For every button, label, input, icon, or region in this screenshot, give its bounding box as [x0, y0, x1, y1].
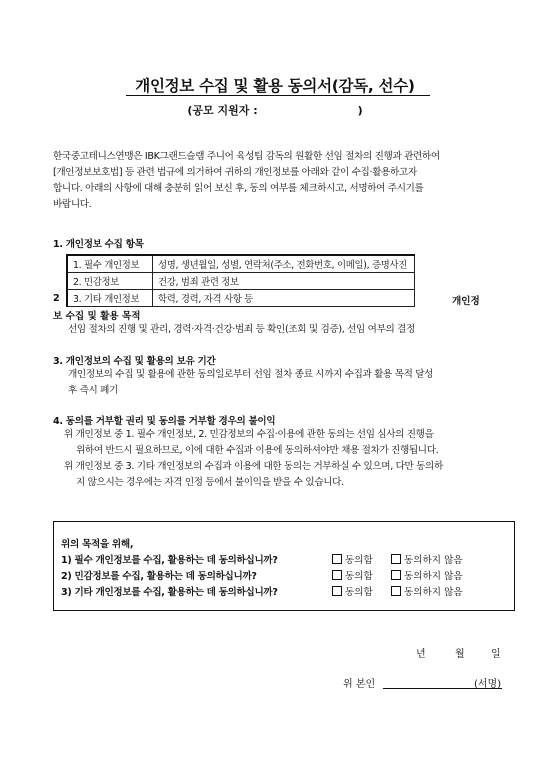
- table-row: [67, 255, 415, 273]
- title-underline: [126, 95, 430, 96]
- consent-question: 1) 필수 개인정보를 수집, 활용하는 데 동의하십니까?: [61, 555, 278, 566]
- applicant-close: ): [357, 104, 363, 117]
- disagree-label: 동의하지 않음: [404, 587, 463, 598]
- table-value-cell: 건강, 범죄 관련 정보: [153, 273, 415, 290]
- agree-option[interactable]: [332, 552, 373, 566]
- section2-body-line: 선임 절차의 진행 및 관리, 경력·자격·건강·범죄 등 확인(조회 및 검증), 선임 여부의 결정: [68, 324, 415, 335]
- table-value-cell: 성명, 생년월일, 성별, 연락처(주소, 전화번호, 이메일), 증명사진: [153, 255, 415, 273]
- section2-heading-left: 2: [53, 293, 60, 304]
- disagree-option[interactable]: [391, 584, 463, 598]
- agree-option[interactable]: [332, 584, 373, 598]
- agree-checkbox[interactable]: [332, 554, 342, 564]
- applicant-label: (공모 지원자 :: [187, 104, 258, 117]
- collection-items-table: [66, 254, 415, 307]
- document-title: 개인정보 수집 및 활용 동의서(감독, 선수): [135, 77, 415, 95]
- signature-mark: (서명): [474, 679, 502, 690]
- table-row: [67, 273, 415, 290]
- disagree-option[interactable]: [391, 552, 463, 566]
- section3-body-line: 후 즉시 폐기: [68, 385, 118, 396]
- agree-label: 동의함: [345, 555, 373, 566]
- table-key-cell: 3. 기타 개인정보: [67, 290, 153, 307]
- date-month: 월: [455, 649, 465, 660]
- table-row: [67, 290, 415, 307]
- applicant-line: [0, 102, 550, 118]
- table-key-cell: 2. 민감정보: [67, 273, 153, 290]
- consent-row-other: [61, 584, 509, 600]
- disagree-label: 동의하지 않음: [404, 571, 463, 582]
- disagree-option[interactable]: [391, 568, 463, 582]
- intro-paragraph: [53, 149, 515, 213]
- section4-body: [64, 427, 512, 491]
- section2-body: [68, 322, 516, 338]
- section4-body-line: 지 않으시는 경우에는 자격 인정 등에서 불이익을 받을 수 있습니다.: [76, 477, 344, 488]
- agree-label: 동의함: [345, 587, 373, 598]
- section1-heading: 1. 개인정보 수집 항목: [53, 239, 144, 250]
- consent-box: [53, 521, 515, 611]
- consent-row-required: [61, 552, 509, 568]
- section3-heading: 3. 개인정보의 수집 및 활용의 보유 기간: [53, 356, 216, 367]
- disagree-label: 동의하지 않음: [404, 555, 463, 566]
- signature-label: 위 본인: [343, 679, 376, 690]
- agree-checkbox[interactable]: [332, 586, 342, 596]
- table-key-cell: 1. 필수 개인정보: [67, 255, 153, 273]
- agree-label: 동의함: [345, 571, 373, 582]
- section2-heading-right: 개인정: [452, 296, 480, 307]
- disagree-checkbox[interactable]: [391, 554, 401, 564]
- section3-body: [68, 367, 516, 399]
- consent-heading: 위의 목적을 위해,: [61, 539, 134, 550]
- intro-line: [개인정보보호법] 등 관련 법규에 의거하여 귀하의 개인정보를 아래와 같이 수집·활용하고자: [53, 167, 417, 178]
- intro-line: 합니다. 아래의 사항에 대해 충분히 읽어 보신 후, 동의 여부를 체크하시고, 서명하여 주시기를: [53, 183, 424, 194]
- disagree-checkbox[interactable]: [391, 586, 401, 596]
- intro-line: 한국중고테니스연맹은 IBK그랜드슬램 주니어 육성팀 감독의 원활한 선임 절차의 진행과 관련하여: [53, 151, 440, 162]
- section4-heading: 4. 동의를 거부할 권리 및 동의를 거부할 경우의 불이익: [53, 416, 276, 427]
- date-year: 년: [416, 649, 426, 660]
- section4-body-line: 위하여 반드시 필요하므로, 이에 대한 수집과 이용에 동의하셔야만 채용 절차가 진행됩니다.: [76, 445, 439, 456]
- disagree-checkbox[interactable]: [391, 570, 401, 580]
- consent-row-sensitive: [61, 568, 509, 584]
- section2-heading-line2: 보 수집 및 활용 목적: [53, 311, 141, 322]
- agree-option[interactable]: [332, 568, 373, 582]
- consent-question: 3) 기타 개인정보를 수집, 활용하는 데 동의하십니까?: [61, 587, 278, 598]
- agree-checkbox[interactable]: [332, 570, 342, 580]
- section3-body-line: 개인정보의 수집 및 활용에 관한 동의일로부터 선임 절차 종료 시까지 수집과 활용 목적 달성: [68, 369, 434, 380]
- date-day: 일: [491, 649, 501, 660]
- section4-body-line: 위 개인정보 중 1. 필수 개인정보, 2. 민감정보의 수집·이용에 관한 동의는 선임 심사의 진행을: [64, 429, 434, 440]
- consent-question: 2) 민감정보를 수집, 활용하는 데 동의하십니까?: [61, 571, 257, 582]
- section4-body-line: 위 개인정보 중 3. 기타 개인정보의 수집과 이용에 대한 동의는 거부하실 수 있으며, 다만 동의하: [64, 461, 443, 472]
- table-value-cell: 학력, 경력, 자격 사항 등: [153, 290, 415, 307]
- intro-line: 바랍니다.: [53, 199, 92, 210]
